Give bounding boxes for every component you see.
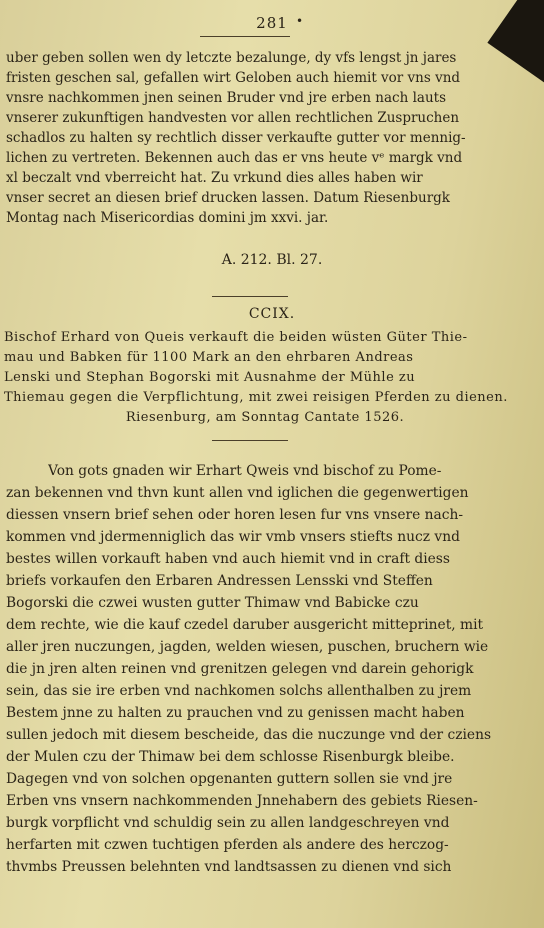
text-line: diessen vnsern brief sehen oder horen lesen fur vns vnsere nach- [6, 507, 464, 523]
archive-reference: A. 212. Bl. 27. [221, 252, 323, 268]
section-divider [212, 440, 288, 441]
text-line: schadlos zu halten sy rechtlich disser verkaufte gutter vor mennig- [6, 130, 466, 146]
text-line: Bestem jnne zu halten zu prauchen vnd zu genissen macht haben [6, 705, 465, 721]
text-line: fristen geschen sal, gefallen wirt Geloben auch hiemit vor vns vnd [6, 70, 461, 86]
text-line: vnsre nachkommen jnen seinen Bruder vnd jre erben nach lauts [6, 90, 447, 106]
regest-line: Thiemau gegen die Verpflichtung, mit zwei reisigen Pferden zu dienen. [4, 390, 508, 405]
text-line: xl beczalt vnd vberreicht hat. Zu vrkund dies alles haben wir [6, 170, 423, 186]
text-line: der Mulen czu der Thimaw bei dem schlosse Risenburgk bleibe. [6, 749, 455, 765]
text-line: briefs vorkaufen den Erbaren Andressen Lensski vnd Steffen [6, 573, 433, 589]
text-line: Dagegen vnd von solchen opgenanten guttern sollen sie vnd jre [6, 771, 453, 787]
text-line: vnserer zukunftigen handvesten vor allen rechtlichen Zuspruchen [6, 110, 460, 126]
text-line: Erben vns vnsern nachkommenden Jnnehabern des gebiets Riesen- [6, 793, 478, 809]
print-dot: • [296, 14, 304, 28]
regest-date: Riesenburg, am Sonntag Cantate 1526. [125, 410, 405, 425]
document-number: CCIX. [248, 306, 296, 322]
regest-line: Lenski und Stephan Bogorski mit Ausnahme der Mühle zu [4, 370, 416, 385]
text-line: lichen zu vertreten. Bekennen auch das er vns heute vᵉ margk vnd [6, 150, 463, 166]
page-number: 281 [256, 14, 288, 32]
text-line: herfarten mit czwen tuchtigen pferden als andere des herczog- [6, 837, 449, 853]
text-line: bestes willen vorkauft haben vnd auch hiemit vnd in craft diess [6, 551, 450, 567]
regest-line: Bischof Erhard von Queis verkauft die beiden wüsten Güter Thie- [4, 330, 468, 345]
text-line: thvmbs Preussen belehnten vnd landtsassen zu dienen vnd sich [6, 859, 452, 875]
text-line: sein, das sie ire erben vnd nachkomen solchs allenthalben zu jrem [6, 683, 472, 699]
page-corner-shadow [487, 0, 544, 83]
section-divider [212, 296, 288, 297]
text-line: kommen vnd jdermenniglich das wir vmb vnsers stiefts nucz vnd [6, 529, 460, 545]
text-line: burgk vorpflicht vnd schuldig sein zu allen landgeschreyen vnd [6, 815, 450, 831]
text-line: Montag nach Misericordias domini jm xxvi. jar. [6, 210, 329, 226]
header-rule [200, 36, 290, 37]
text-line: zan bekennen vnd thvn kunt allen vnd iglichen die gegenwertigen [6, 485, 469, 501]
text-line: sullen jedoch mit diesem bescheide, das die nuczunge vnd der cziens [6, 727, 492, 743]
text-line: die jn jren alten reinen vnd grenitzen gelegen vnd darein gehorigk [6, 661, 474, 677]
text-line: vnser secret an diesen brief drucken lassen. Datum Riesenburgk [6, 190, 450, 206]
text-line: uber geben sollen wen dy letczte bezalunge, dy vfs lengst jn jares [6, 50, 457, 66]
text-line: aller jren nuczungen, jagden, welden wiesen, puschen, bruchern wie [6, 639, 489, 655]
text-line: dem rechte, wie die kauf czedel daruber ausgericht mitteprinet, mit [6, 617, 484, 633]
regest-line: mau und Babken für 1100 Mark an den ehrbaren Andreas [4, 350, 414, 365]
text-line: Bogorski die czwei wusten gutter Thimaw vnd Babicke czu [6, 595, 419, 611]
text-line: Von gots gnaden wir Erhart Qweis vnd bischof zu Pome- [48, 463, 442, 479]
